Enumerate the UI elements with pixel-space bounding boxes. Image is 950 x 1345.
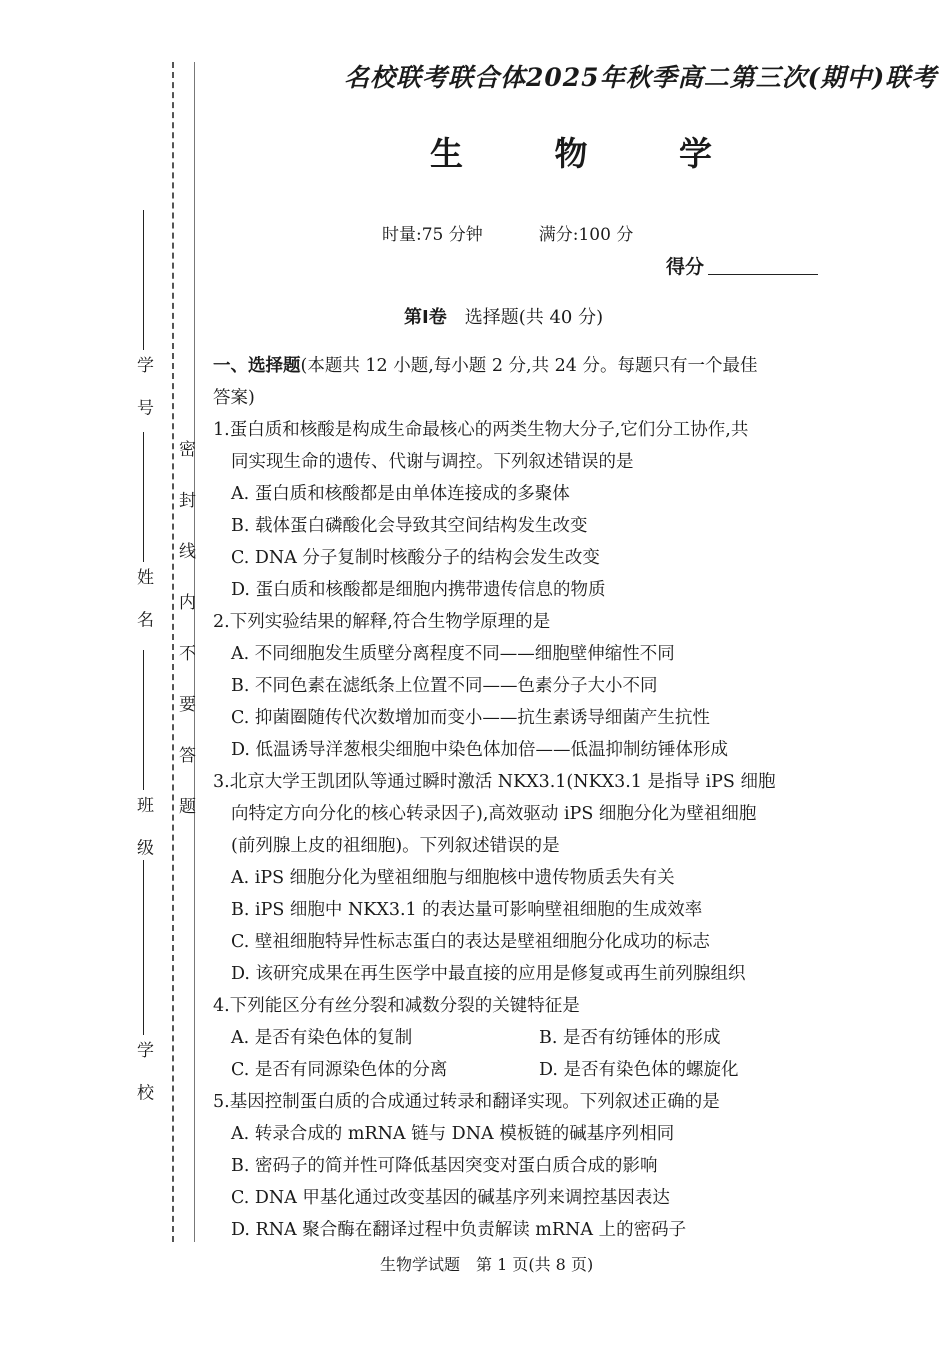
part-title: 第Ⅰ卷 <box>404 307 447 328</box>
name-label: 姓 名 <box>133 568 153 638</box>
question-3-stem-cont: 向特定方向分化的核心转录因子),高效驱动 iPS 细胞分化为壁祖细胞 <box>231 804 757 824</box>
full-score: 满分:100 分 <box>538 225 634 245</box>
question-4-option-d: D. 是否有染色体的螺旋化 <box>539 1060 739 1080</box>
section-title: 一、选择题 <box>213 356 301 376</box>
time-limit: 时量:75 分钟 <box>382 225 483 245</box>
question-2-stem: 2.下列实验结果的解释,符合生物学原理的是 <box>213 612 551 632</box>
question-1-stem: 1.蛋白质和核酸是构成生命最核心的两类生物大分子,它们分工协作,共 <box>213 420 749 440</box>
question-4-option-a: A. 是否有染色体的复制 <box>231 1028 413 1048</box>
name-field[interactable] <box>128 432 158 643</box>
student-id-label: 学 号 <box>133 356 153 426</box>
school-label: 学 校 <box>133 1041 153 1111</box>
part-heading <box>404 303 603 329</box>
question-3-option-b: B. iPS 细胞中 NKX3.1 的表达量可影响壁祖细胞的生成效率 <box>231 900 703 920</box>
seal-warning-text: 密封线内不要答题 <box>175 440 195 848</box>
score-label: 得分 <box>666 256 705 278</box>
question-2-option-b: B. 不同色素在滤纸条上位置不同——色素分子大小不同 <box>231 676 658 696</box>
question-4-stem: 4.下列能区分有丝分裂和减数分裂的关键特征是 <box>213 996 580 1016</box>
student-id-underline <box>143 210 144 350</box>
question-5-stem: 5.基因控制蛋白质的合成通过转录和翻译实现。下列叙述正确的是 <box>213 1092 720 1112</box>
question-list <box>213 350 825 1246</box>
page-footer: 生物学试题 第 1 页(共 8 页) <box>380 1255 594 1274</box>
question-5-option-c: C. DNA 甲基化通过改变基因的碱基序列来调控基因表达 <box>231 1188 670 1208</box>
school-field[interactable] <box>128 860 158 1116</box>
question-2-option-a: A. 不同细胞发生质壁分离程度不同——细胞壁伸缩性不同 <box>231 644 675 664</box>
section-description-cont: 答案) <box>213 388 255 408</box>
score-field[interactable] <box>666 252 818 279</box>
exam-meta <box>382 220 633 245</box>
class-label: 班 级 <box>133 796 153 866</box>
subject-title: 生 物 学 <box>430 134 752 173</box>
question-3-stem: 3.北京大学王凯团队等通过瞬时激活 NKX3.1(NKX3.1 是指导 iPS 细胞 <box>213 772 776 792</box>
question-1-option-a: A. 蛋白质和核酸都是由单体连接成的多聚体 <box>231 484 570 504</box>
school-underline <box>143 860 144 1035</box>
question-3-stem-cont: (前列腺上皮的祖细胞)。下列叙述错误的是 <box>231 836 560 856</box>
question-1-stem-cont: 同实现生命的遗传、代谢与调控。下列叙述错误的是 <box>231 452 634 472</box>
question-1-option-c: C. DNA 分子复制时核酸分子的结构会发生改变 <box>231 548 600 568</box>
question-4-option-c: C. 是否有同源染色体的分离 <box>231 1060 448 1080</box>
question-5-option-a: A. 转录合成的 mRNA 链与 DNA 模板链的碱基序列相同 <box>231 1124 675 1144</box>
question-4-options-row-2 <box>213 1054 825 1086</box>
question-2-option-d: D. 低温诱导洋葱根尖细胞中染色体加倍——低温抑制纺锤体形成 <box>231 740 729 760</box>
exam-title: 名校联考联合体2025年秋季高二第三次(期中)联考 <box>344 63 938 92</box>
name-underline <box>143 432 144 562</box>
question-4-option-b: B. 是否有纺锤体的形成 <box>539 1028 721 1048</box>
question-4-options-row-1 <box>213 1022 825 1054</box>
question-2-option-c: C. 抑菌圈随传代次数增加而变小——抗生素诱导细菌产生抗性 <box>231 708 710 728</box>
question-5-option-d: D. RNA 聚合酶在翻译过程中负责解读 mRNA 上的密码子 <box>231 1220 687 1240</box>
section-heading <box>213 350 825 382</box>
question-1-option-d: D. 蛋白质和核酸都是细胞内携带遗传信息的物质 <box>231 580 606 600</box>
class-underline <box>143 650 144 790</box>
question-3-option-a: A. iPS 细胞分化为壁祖细胞与细胞核中遗传物质丢失有关 <box>231 868 675 888</box>
question-3-option-c: C. 壁祖细胞特异性标志蛋白的表达是壁祖细胞分化成功的标志 <box>231 932 710 952</box>
question-5-option-b: B. 密码子的简并性可降低基因突变对蛋白质合成的影响 <box>231 1156 658 1176</box>
question-3-option-d: D. 该研究成果在再生医学中最直接的应用是修复或再生前列腺组织 <box>231 964 746 984</box>
question-1-option-b: B. 载体蛋白磷酸化会导致其空间结构发生改变 <box>231 516 588 536</box>
score-blank[interactable] <box>708 274 818 275</box>
part-subtitle: 选择题(共 40 分) <box>464 307 604 328</box>
class-field[interactable] <box>128 650 158 871</box>
student-id-field[interactable] <box>128 210 158 431</box>
section-description: (本题共 12 小题,每小题 2 分,共 24 分。每题只有一个最佳 <box>300 356 758 376</box>
